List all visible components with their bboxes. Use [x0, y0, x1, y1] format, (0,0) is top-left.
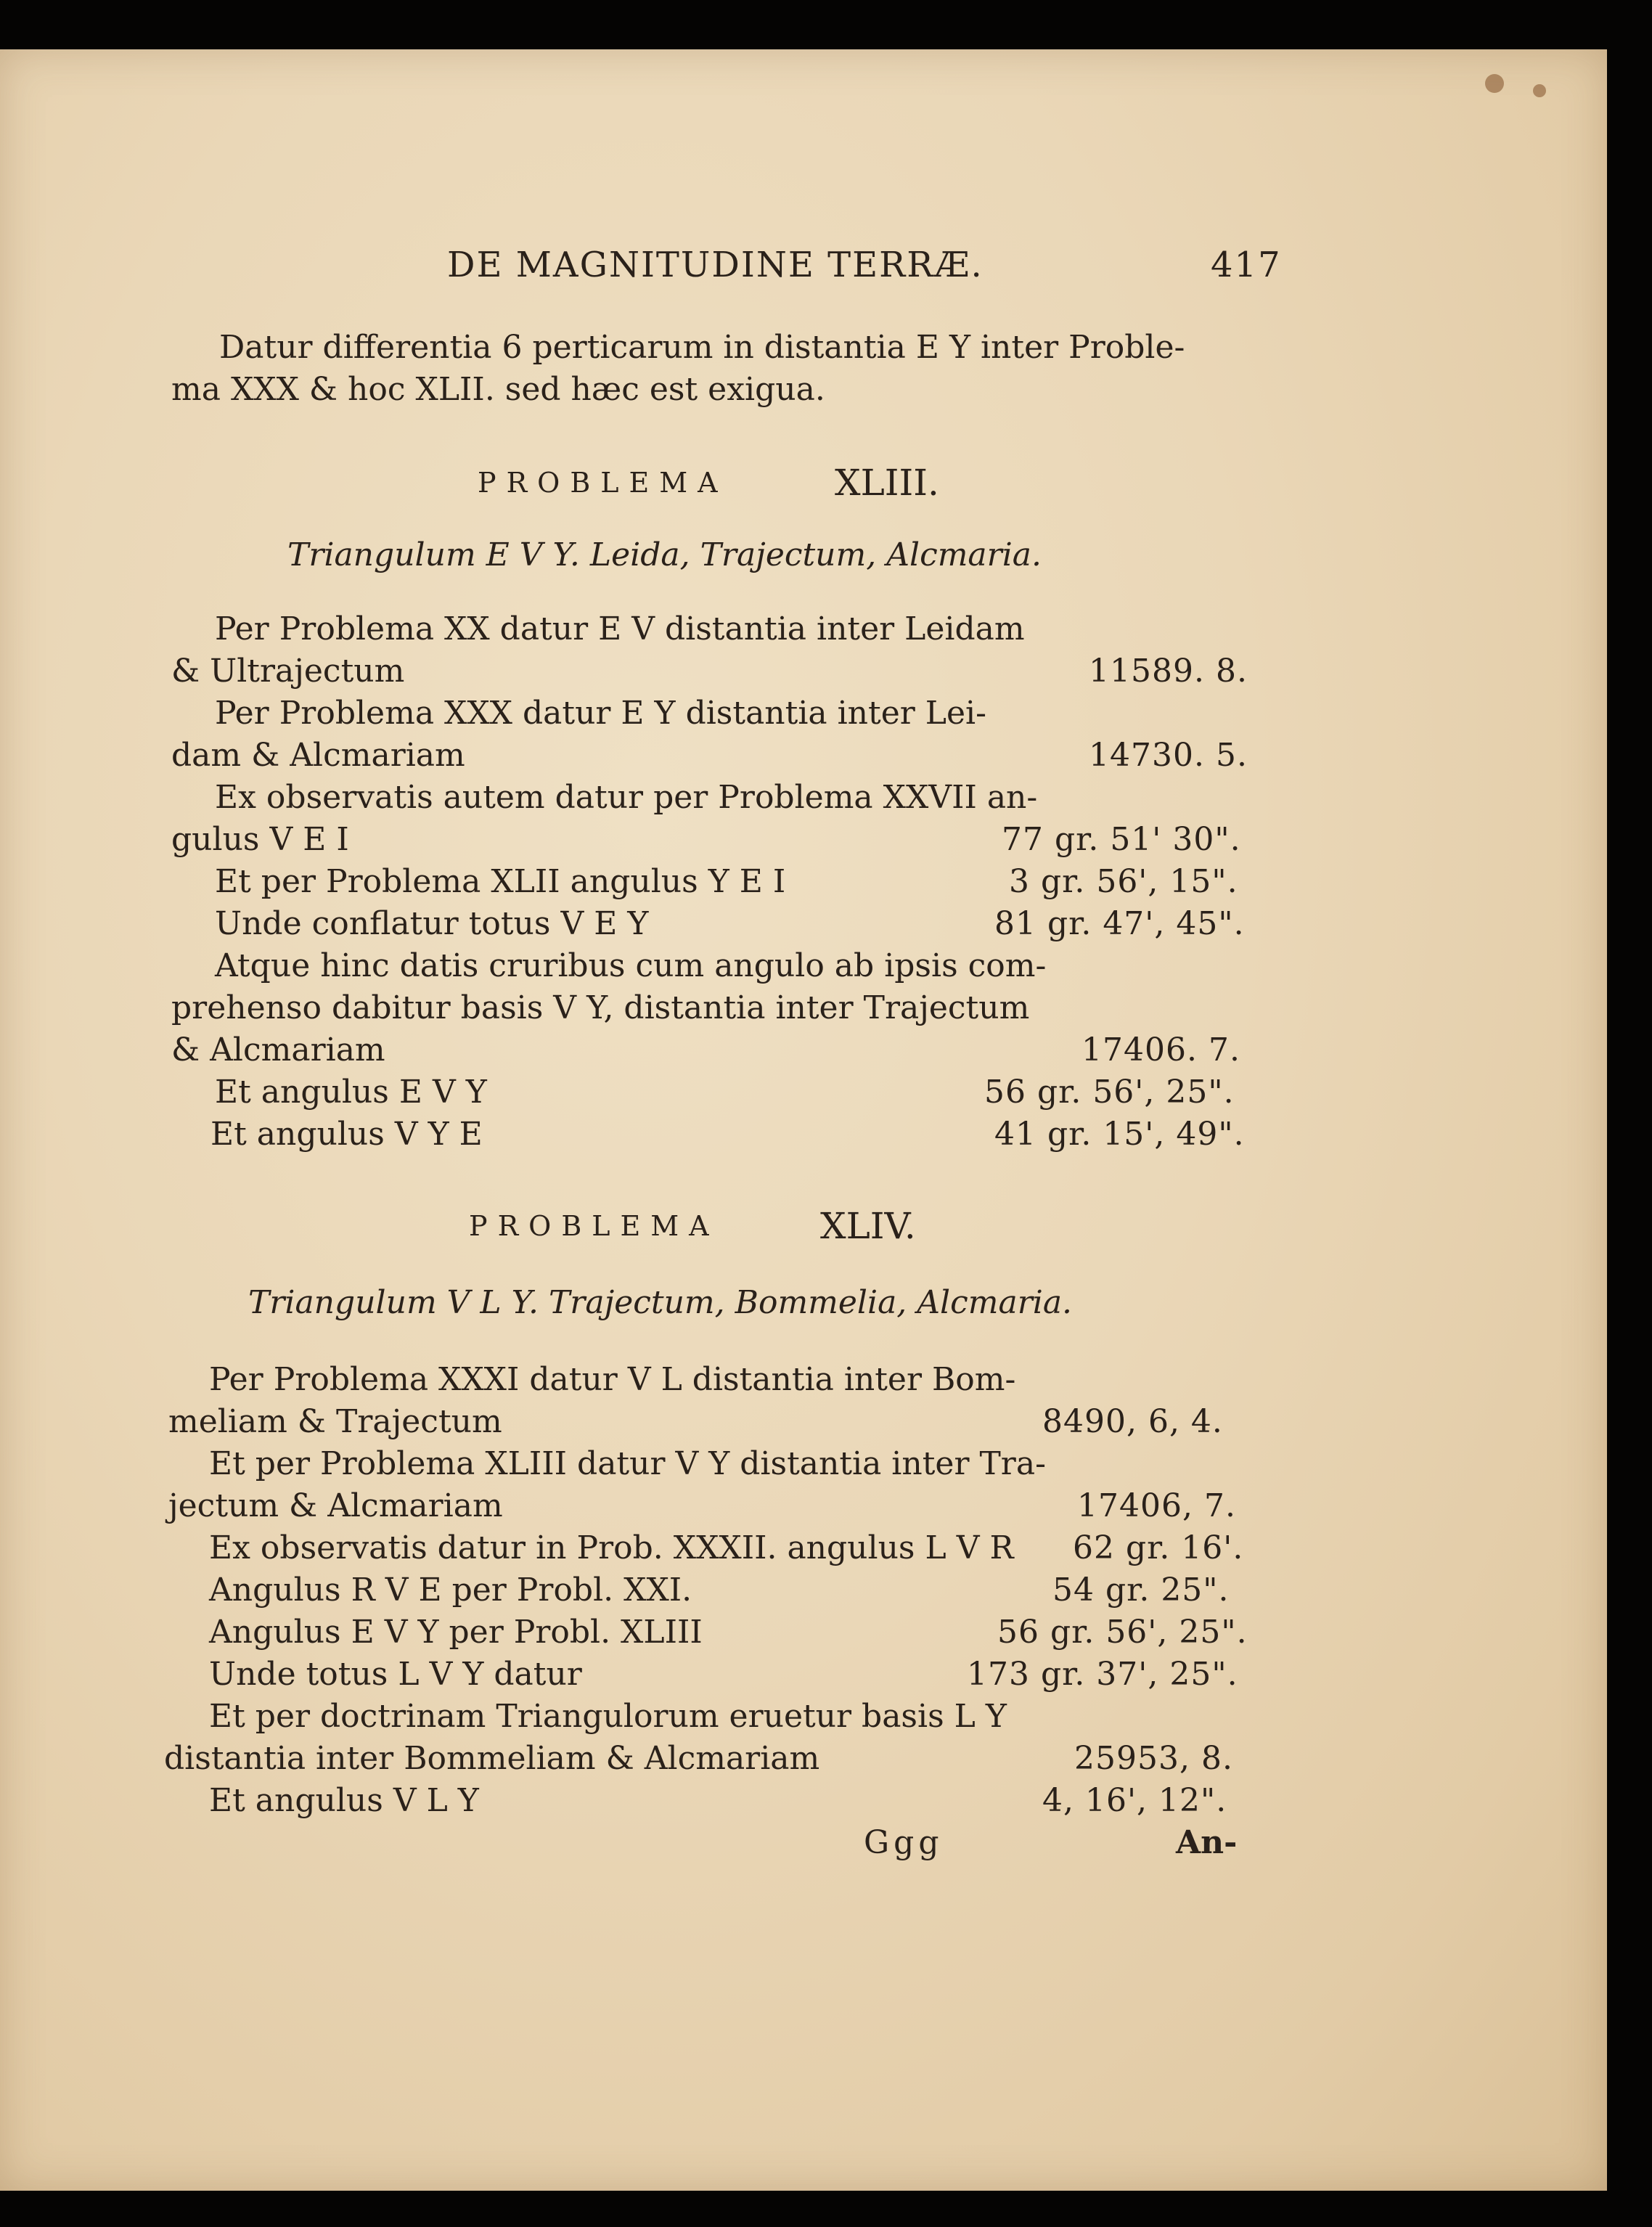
intro-line-1: Datur differentia 6 perticarum in distantia E Y inter Proble-: [219, 329, 1185, 366]
table-row: Unde totus L V Y datur 173 gr. 37', 25".: [209, 1656, 1238, 1693]
table-row: Angulus R V E per Probl. XXI. 54 gr. 25".: [209, 1572, 1230, 1609]
table-row: & Alcmariam 17406. 7.: [171, 1031, 1240, 1068]
table-row: Angulus E V Y per Probl. XLIII 56 gr. 56', 25".: [209, 1614, 1248, 1651]
catchword: An-: [1176, 1824, 1238, 1861]
table-row: dam & Alcmariam 14730. 5.: [171, 737, 1248, 774]
ink-spot: [1485, 74, 1504, 93]
book-page: [0, 49, 1607, 2191]
problem-43-subtitle: Triangulum E V Y. Leida, Trajectum, Alcmaria.: [287, 536, 1042, 573]
problem-label: PROBLEMA: [469, 1210, 719, 1242]
table-row: distantia inter Bommeliam & Alcmariam 25953, 8.: [164, 1740, 1233, 1777]
table-row: meliam & Trajectum 8490, 6, 4.: [168, 1403, 1223, 1440]
page-footer: [0, 1822, 1607, 1864]
table-row: Et angulus V Y E 41 gr. 15', 49".: [210, 1116, 1245, 1153]
table-row: Et angulus E V Y 56 gr. 56', 25".: [215, 1074, 1235, 1111]
table-row: Et per Problema XLIII datur V Y distantia inter Tra-: [209, 1445, 1046, 1482]
problem-44-heading: [0, 1205, 1607, 1247]
problem-43-heading: [0, 462, 1607, 504]
table-row: & Ultrajectum 11589. 8.: [171, 653, 1248, 690]
problem-number: XLIII.: [835, 462, 939, 504]
table-row: Per Problema XX datur E V distantia inter Leidam: [215, 610, 1025, 647]
table-row: jectum & Alcmariam 17406, 7.: [168, 1487, 1236, 1524]
table-row: gulus V E I 77 gr. 51' 30".: [171, 821, 1241, 858]
ink-spot: [1533, 84, 1546, 97]
running-head: [0, 244, 1607, 286]
problem-number: XLIV.: [820, 1205, 916, 1247]
table-row: Per Problema XXXI datur V L distantia inter Bom-: [209, 1361, 1016, 1398]
table-row: Ex observatis autem datur per Problema XXVII an-: [215, 779, 1038, 816]
table-row: Ex observatis datur in Prob. XXXII. angulus L V R 62 gr. 16'.: [209, 1529, 1244, 1566]
table-row: Atque hinc datis cruribus cum angulo ab ipsis com-: [215, 947, 1047, 984]
table-row: Et angulus V L Y 4, 16', 12".: [209, 1782, 1227, 1819]
intro-line-2: ma XXX & hoc XLII. sed hæc est exigua.: [171, 371, 825, 408]
problem-label: PROBLEMA: [478, 467, 728, 499]
table-row: Et per Problema XLII angulus Y E I 3 gr. 56', 15".: [215, 863, 1238, 900]
page-number: 417: [1211, 245, 1282, 285]
problem-44-subtitle: Triangulum V L Y. Trajectum, Bommelia, Alcmaria.: [248, 1284, 1073, 1321]
table-row: Et per doctrinam Triangulorum eruetur basis L Y: [209, 1698, 1007, 1735]
table-row: Unde conflatur totus V E Y 81 gr. 47', 45".: [215, 905, 1245, 942]
table-row: prehenso dabitur basis V Y, distantia inter Trajectum: [171, 989, 1030, 1026]
running-title: DE MAGNITUDINE TERRÆ.: [447, 245, 984, 285]
signature-mark: Ggg: [864, 1824, 944, 1861]
table-row: Per Problema XXX datur E Y distantia inter Lei-: [215, 695, 986, 732]
